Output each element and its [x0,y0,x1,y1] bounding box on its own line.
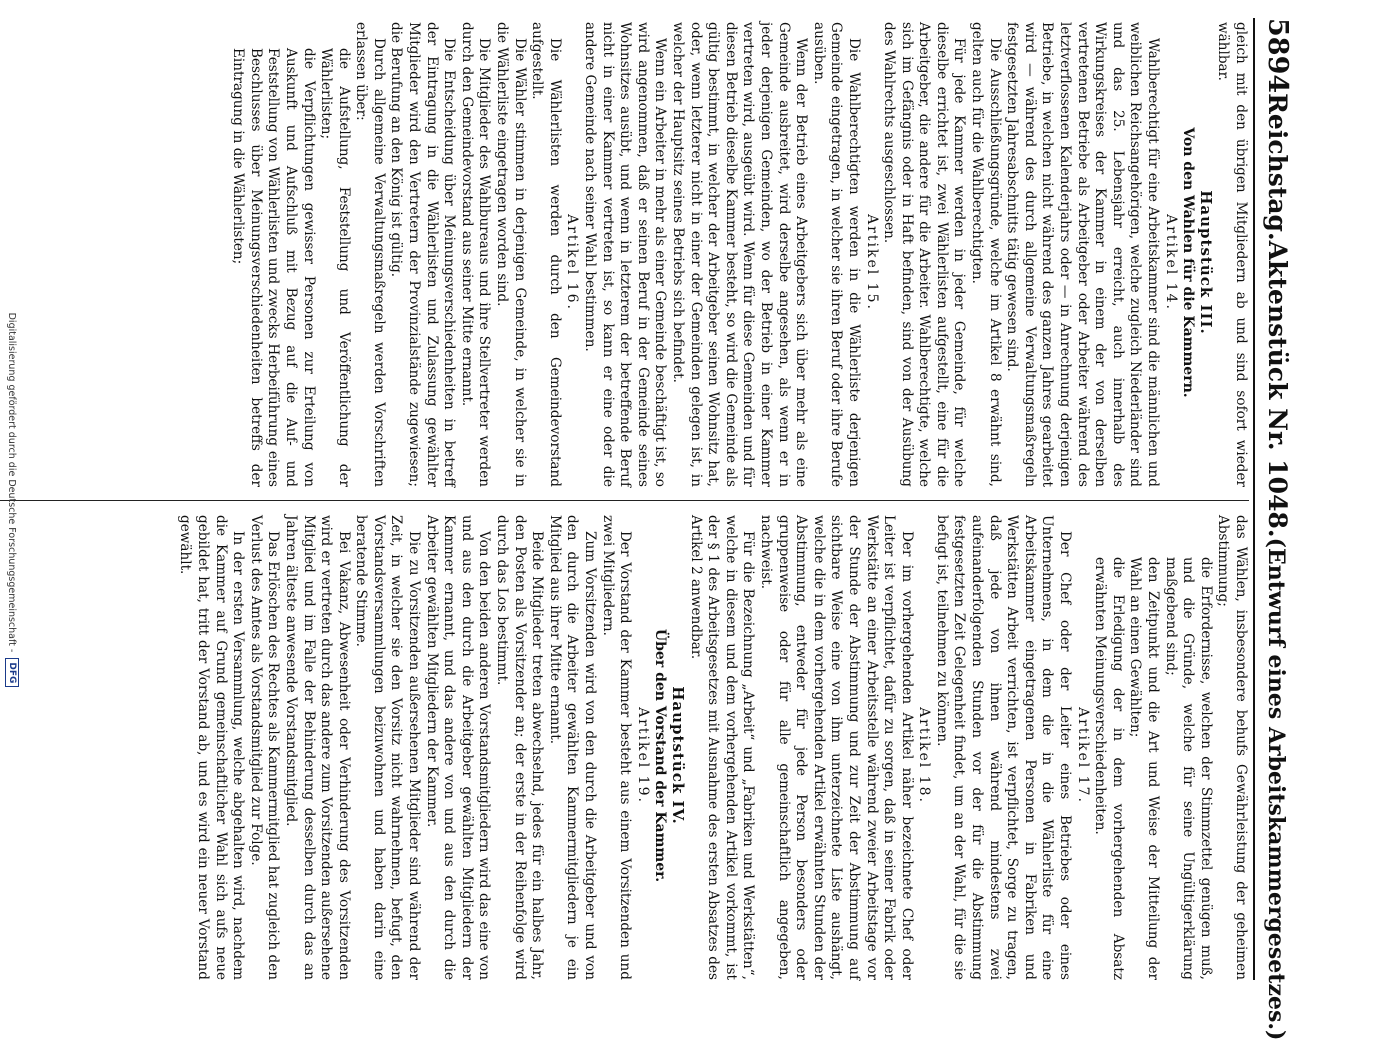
article-title: Artikel 19. [634,707,651,804]
article-title: Artikel 16. [564,214,581,311]
document-label: Aktenstück Nr. 1048. [1263,240,1292,538]
footer-text: Digitalisierung gefördert durch die Deutsche Forschungsgemeinschaft - [6,312,18,653]
article-paragraph: Die Wahlberechtigten werden in die Wählerliste derjenigen Gemeinde eingetragen, in welcher sie ihren Beruf oder ihre Berufe ausüben. [810,22,862,487]
article-paragraph: Die Entscheidung über Meinungsverschiedenheiten in betreff der Eintragung in die Wählerlisten und Zulassung gewählter Mitglieder wird den Vertretern der Provinzialstände zugewiesen; die Berufung an den König ist gültig. [388,22,458,487]
article-paragraph: Für jede Kammer werden in jeder Gemeinde, für welche dieselbe errichtet ist, zwei Wählerlisten aufgestellt, eine für die Arbeitgeber, die andere für die Arbeiter. Wahlberechtigte, welche sich im Gefängnis oder in Haft befinden, sind von der Ausübung des Wahlrechts ausgeschlossen. [881,22,968,487]
article-paragraph: In der ersten Versammlung, welche abgehalten wird, nachdem die Kammer auf Grund gemeinschaftlicher Wahl sich aufs neue gebildet hat, tritt der Vorstand ab, und es wird ein neuer Vorstand gewählt. [177,515,247,980]
section-heading: Hauptstück III. [1196,190,1215,335]
article-paragraph: Das Erlöschen des Rechtes als Kammermitglied hat zugleich den Verlust des Amtes als Vorstandsmitglied zur Folge. [247,515,282,980]
list-item: die Erledigung der in dem vorhergehenden Absatz erwähnten Meinungsverschiedenheiten. [1092,557,1126,980]
section-subheading: Über den Vorstand der Kammer. [652,628,669,883]
page-number: 5894 [1262,18,1293,94]
continuation-text: das Wählen, insbesondere behufs Gewährleistung der geheimen Abstimmung; [1215,515,1249,980]
article-paragraph: Die Ausschließungsgründe, welche im Artikel 8 erwähnt sind, gelten auch für die Wahlberechtigten. [969,22,1003,487]
column-divider [0,500,1249,501]
header-subtitle: (Entwurf eines Arbeitskammergesetzes.) [1263,537,1289,1040]
article-title: Artikel 15. [863,214,880,311]
right-column [176,515,1249,980]
list-item: die Aufstellung, Feststellung und Veröffentlichung der Wählerlisten; [318,48,352,487]
digitization-footer [4,0,20,1000]
article-paragraph: Für die Bezeichnung „Arbeit“ und „Fabriken und Werkstätten“, welche in diesem und dem vorhergehenden Artikel vorkommt, ist der § 1 des Arbeitsgesetzes mit Ausnahme des ersten Absatzes des Artikel 2 anwendbar. [687,515,757,980]
article-paragraph: Wahlberechtigt für eine Arbeitskammer sind die männlichen und weiblichen Reichsangehörigen, welche zugleich Niederländer sind und das 25. Lebensjahr erreicht, auch innerhalb des Wirkungskreises der Kammer in einem der von derselben vertretenen Betriebe als Arbeitgeber oder Arbeiter während des letztverflossenen Kalenderjahrs oder — in Anrechnung derjenigen Betriebe, in welchen nicht während des ganzen Jahres gearbeitet wird — während des durch allgemeine Verwaltungsmaßregeln festgesetzten Jahresabschnitts tätig gewesen sind. [1004,22,1162,487]
list-item: den Zeitpunkt und die Art und Weise der Mitteilung der Wahl an einen Gewählten; [1127,557,1162,980]
article-paragraph: Der Chef oder der Leiter eines Betriebes oder eines Unternehmens, in dem die in die Wählerliste für eine Arbeitskammer eingetragenen Personen in Fabriken und Werkstätten Arbeit verrichten, ist verpflichtet, Sorge zu tragen, daß jede von ihnen während mindestens zwei aufeinanderfolgenden Stunden vor der für die Abstimmung festgesetzten Zeit Gelegenheit findet, um an der Wahl, für die sie befugt ist, teilnehmen zu können. [933,515,1074,980]
section-subheading: Von den Wahlen für die Kammern. [1180,127,1197,398]
list-item: die Erfordernisse, welchen der Stimmzettel genügen muß, und die Gründe, welche für seine Ungültigerklärung maßgebend sind; [1162,557,1214,980]
header-rule [1253,18,1255,980]
left-column [229,22,1249,487]
article-title: Artikel 17. [1074,707,1091,804]
article-paragraph: Wenn ein Arbeiter in mehr als einer Gemeinde beschäftigt ist, so wird angenommen, daß er seinen Beruf in der Gemeinde seines Wohnsitzes ausübt, und wenn in letzterem der betreffende Beruf nicht in einer Kammer vertreten ist, so kann er eine oder die andere Gemeinde nach seiner Wahl bestimmen. [582,22,669,487]
article-paragraph: Durch allgemeine Verwaltungsmaßregeln werden Vorschriften erlassen über: [353,22,387,487]
page-header [1259,18,1293,1040]
article-paragraph: Der Vorstand der Kammer besteht aus einem Vorsitzenden und zwei Mitgliedern. [599,515,634,980]
header-title: Reichstag. [1263,93,1292,241]
article-paragraph: Von den beiden anderen Vorstandsmitgliedern wird das eine von und aus den durch die Arbeitgeber gewählten Mitgliedern der Kammer ernannt, und das andere von und aus den durch die Arbeiter gewählten Mitgliedern der Kammer. [423,515,493,980]
article-paragraph: Die Wähler stimmen in derjenigen Gemeinde, in welcher sie in die Wählerliste eingetragen worden sind. [494,22,528,487]
article-paragraph: Die Wählerlisten werden durch den Gemeindevorstand aufgestellt. [529,22,563,487]
article-paragraph: Der im vorhergehenden Artikel näher bezeichnete Chef oder Leiter ist verpflichtet, dafür zu sorgen, daß in seiner Fabrik oder Werkstätte an einer Arbeitsstelle während zweier Arbeitstage vor der Stunde der Abstimmung und zur Zeit der Abstimmung auf sichtbare Weise eine von ihm unterzeichnete Liste aushängt, welche die in dem vorhergehenden Artikel erwähnten Stunden der Abstimmung, entweder für jede Person besonders oder gruppenweise oder für alle gemeinschaftlich angegeben, nachweist. [757,515,915,980]
article-paragraph: Bei Vakanz, Abwesenheit oder Verhinderung des Vorsitzenden wird er vertreten durch das andere zum Vorsitzenden außersehene Mitglied und im Falle der Behinderung desselben durch das an Jahren älteste anwesende Vorstandsmitglied. [282,515,352,980]
article-paragraph: Die zu Vorsitzenden außersehenen Mitglieder sind während der Zeit, in welcher sie den Vorsitz nicht wahrnehmen, befugt, den Vorstandsversammlungen beizuwohnen und haben darin eine beratende Stimme. [353,515,423,980]
article-paragraph: Beide Mitglieder treten abwechselnd, jedes für ein halbes Jahr, den Posten als Vorsitzender an; der erste in der Reihenfolge wird durch das Los bestimmt. [494,515,546,980]
article-title: Artikel 14. [1162,214,1179,311]
article-paragraph: Wenn der Betrieb eines Arbeitgebers sich über mehr als eine Gemeinde ausbreitet, wird derselbe angesehen, als wenn er in jeder derjenigen Gemeinden, wo der Betrieb in einer Kammer vertreten wird, ausgeübt wird. Wenn für diese Gemeinden und für diesen Betrieb dieselbe Kammer besteht, so wird die Gemeinde als gültig bestimmt, in welcher der Arbeitgeber seinen Wohnsitz hat, oder, wenn letzterer nicht in einer der Gemeinden gelegen ist, in welcher der Hauptsitz seines Betriebs sich befindet. [670,22,810,487]
section-heading: Hauptstück IV. [669,686,687,825]
article-paragraph: Die Mitglieder des Wahlbureaus und ihre Stellvertreter werden durch den Gemeindevorstand aus seiner Mitte ernannt. [458,22,493,487]
article-title: Artikel 18. [916,707,933,804]
list-item: die Verpflichtungen gewisser Personen zur Erteilung von Auskunft und Aufschluß mit Bezug auf die Auf- und Feststellung von Wählerlisten und zwecks Herbeiführung eines Beschlusses über Meinungsverschiedenheiten betreffs der Eintragung in die Wählerlisten; [230,48,317,487]
continuation-text: gleich mit den übrigen Mitgliedern ab und sind sofort wieder wählbar. [1215,22,1249,487]
dfg-logo: DFG [5,658,19,687]
article-paragraph: Zum Vorsitzenden wird von den durch die Arbeitgeber und von den durch die Arbeiter gewählten Kammermitgliedern je ein Mitglied aus ihrer Mitte ernannt. [546,515,599,980]
